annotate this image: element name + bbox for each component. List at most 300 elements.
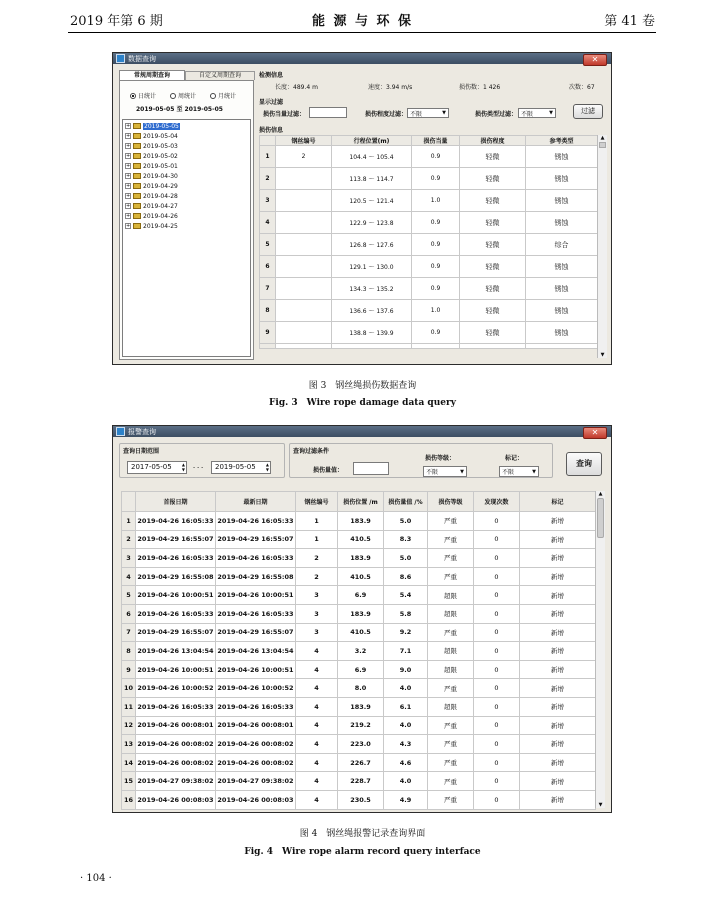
row-index: 4 (122, 567, 136, 586)
column-header[interactable]: 首报日期 (136, 492, 216, 512)
table-cell: 2019-04-26 00:08:03 (136, 790, 216, 809)
table-cell: 2019-04-26 10:00:52 (216, 679, 296, 698)
expand-icon[interactable]: + (126, 183, 131, 189)
table-cell: 超限 (428, 697, 474, 716)
scroll-down-icon[interactable]: ▼ (600, 352, 605, 358)
table-cell: 183.9 (338, 697, 384, 716)
table-row[interactable] (260, 278, 598, 300)
table-cell (276, 168, 332, 190)
radio-monthly-label: 月统计 (218, 93, 237, 100)
tree-node[interactable] (125, 201, 250, 211)
table-row[interactable] (122, 790, 596, 809)
radio-weekly[interactable] (170, 91, 196, 100)
table-cell: 2019-04-29 16:55:08 (136, 567, 216, 586)
row-index: 16 (122, 790, 136, 809)
table-cell: 8.3 (384, 530, 428, 549)
row-index-header (260, 136, 276, 146)
table-cell: 183.9 (338, 549, 384, 568)
table-cell: 410.5 (338, 623, 384, 642)
table-cell: 轻微 (460, 190, 526, 212)
table-cell: 2019-04-26 00:08:02 (216, 735, 296, 754)
table-cell: 4.0 (384, 772, 428, 791)
table-row[interactable] (260, 322, 598, 344)
table-cell: 120.5 ～ 121.4 (332, 190, 412, 212)
table-row[interactable] (122, 660, 596, 679)
folder-icon (133, 123, 141, 129)
figure-4-caption-en: Fig. 4 Wire rope alarm record query interface (244, 847, 481, 857)
table-cell: 6.9 (338, 660, 384, 679)
tree-node[interactable] (125, 121, 250, 131)
table-cell: 129.1 ～ 130.0 (332, 256, 412, 278)
table-cell: 104.4 ～ 105.4 (332, 146, 412, 168)
folder-icon (133, 183, 141, 189)
table-cell: 2019-04-26 16:05:33 (216, 697, 296, 716)
expand-icon[interactable]: + (126, 213, 131, 219)
damage-table (259, 135, 598, 349)
expand-icon[interactable]: + (126, 173, 131, 179)
table-cell: 410.5 (338, 567, 384, 586)
table-row[interactable] (260, 168, 598, 190)
table-cell: 223.0 (338, 735, 384, 754)
column-header[interactable]: 标记 (520, 492, 596, 512)
table-cell: 新增 (520, 549, 596, 568)
table-cell: 2019-04-26 00:08:02 (216, 753, 296, 772)
column-header[interactable]: 钢丝编号 (276, 136, 332, 146)
table-cell: 3 (296, 604, 338, 623)
expand-icon[interactable]: + (126, 163, 131, 169)
table-cell: 2019-04-26 16:05:33 (136, 697, 216, 716)
filter-button[interactable]: 过滤 (573, 104, 603, 119)
table-cell: 2 (296, 567, 338, 586)
column-header[interactable]: 损伤位置 /m (338, 492, 384, 512)
table-row[interactable] (122, 679, 596, 698)
window-titlebar (113, 53, 611, 64)
damage-level-select[interactable] (423, 466, 467, 477)
figure-3-caption-en: Fig. 3 Wire rope damage data query (269, 398, 456, 408)
table-cell: 轻微 (460, 256, 526, 278)
table-cell: 2 (296, 549, 338, 568)
table-cell: 4.0 (384, 716, 428, 735)
table-cell: 综合 (526, 234, 598, 256)
table-cell: 新增 (520, 586, 596, 605)
folder-icon (133, 173, 141, 179)
table-cell: 4 (296, 679, 338, 698)
table-cell: 228.7 (338, 772, 384, 791)
alarm-scroll-up-icon[interactable]: ▲ (598, 491, 603, 497)
tree-node-label: 2019-04-25 (143, 222, 178, 230)
table-cell: 134.3 ～ 135.2 (332, 278, 412, 300)
damage-value-input[interactable] (353, 462, 389, 475)
table-cell: 0 (474, 772, 520, 791)
table-cell: 4 (296, 735, 338, 754)
date-tree[interactable] (122, 119, 251, 357)
tab-regular-query[interactable]: 常规周期查询 (119, 70, 185, 80)
table-cell: 0 (474, 586, 520, 605)
table-cell: 0.9 (412, 234, 460, 256)
row-index: 13 (122, 735, 136, 754)
table-cell: 新增 (520, 530, 596, 549)
table-cell: 0 (474, 716, 520, 735)
row-index-header (122, 492, 136, 512)
table-cell (276, 256, 332, 278)
tree-node[interactable] (125, 151, 250, 161)
tree-node[interactable] (125, 141, 250, 151)
alarm-table-scrollbar[interactable] (595, 491, 605, 808)
alarm-window-title: 报警查询 (128, 427, 156, 436)
table-cell (276, 234, 332, 256)
table-cell: 5.8 (384, 604, 428, 623)
table-cell: 0.9 (412, 322, 460, 344)
date-to-spinner-icon[interactable]: ▲ ▼ (265, 462, 269, 472)
expand-icon[interactable]: + (126, 133, 131, 139)
table-cell: 183.9 (338, 512, 384, 531)
table-row[interactable] (260, 190, 598, 212)
table-cell: 4 (296, 697, 338, 716)
date-from-input[interactable] (127, 461, 187, 474)
alarm-window-titlebar (113, 426, 611, 437)
table-cell: 410.5 (338, 530, 384, 549)
date-to-input[interactable] (211, 461, 271, 474)
table-cell: 136.6 ～ 137.6 (332, 300, 412, 322)
table-cell: 2019-04-29 16:55:07 (136, 623, 216, 642)
table-row[interactable] (122, 623, 596, 642)
table-cell: 严重 (428, 530, 474, 549)
table-row[interactable] (122, 586, 596, 605)
table-cell: 0 (474, 604, 520, 623)
tree-node[interactable] (125, 221, 250, 231)
table-cell: 0 (474, 753, 520, 772)
row-index: 9 (260, 322, 276, 344)
column-header[interactable]: 钢丝编号 (296, 492, 338, 512)
table-cell: 0 (474, 642, 520, 661)
filter-label: 显示过滤 (259, 99, 284, 106)
row-index: 5 (122, 586, 136, 605)
table-cell: 锈蚀 (526, 168, 598, 190)
radio-monthly-dot[interactable] (210, 93, 216, 99)
table-row[interactable] (122, 772, 596, 791)
query-button[interactable]: 查询 (566, 452, 602, 476)
filter-conditions-label: 查询过滤条件 (293, 448, 330, 455)
table-cell: 严重 (428, 549, 474, 568)
row-index: 1 (122, 512, 136, 531)
column-header[interactable]: 损伤程度 (460, 136, 526, 146)
table-cell: 新增 (520, 604, 596, 623)
figure-4-caption-zh: 图 4 钢丝绳报警记录查询界面 (299, 829, 426, 839)
table-cell: 2019-04-26 10:00:51 (216, 660, 296, 679)
date-separator: - - - (193, 464, 204, 471)
table-cell: 新增 (520, 735, 596, 754)
table-cell: 锈蚀 (526, 278, 598, 300)
tree-node-label: 2019-05-04 (143, 132, 178, 140)
scroll-thumb[interactable] (599, 142, 606, 148)
table-cell: 2019-04-26 16:05:33 (216, 512, 296, 531)
row-index: 4 (260, 212, 276, 234)
table-cell: 122.9 ～ 123.8 (332, 212, 412, 234)
table-cell: 1 (296, 530, 338, 549)
radio-weekly-dot[interactable] (170, 93, 176, 99)
folder-icon (133, 163, 141, 169)
type-filter-label: 损伤类型过滤： (475, 111, 518, 118)
table-cell: 8.0 (338, 679, 384, 698)
table-cell: 轻微 (460, 234, 526, 256)
table-row[interactable] (122, 642, 596, 661)
radio-daily[interactable] (130, 91, 156, 100)
table-cell: 2019-04-26 00:08:01 (136, 716, 216, 735)
scroll-up-icon[interactable]: ▲ (600, 135, 605, 141)
table-cell: 2019-04-26 10:00:51 (216, 586, 296, 605)
equiv-filter-input[interactable] (309, 107, 347, 118)
table-cell: 0.9 (412, 212, 460, 234)
row-index: 6 (122, 604, 136, 623)
table-cell: 2019-04-26 00:08:02 (136, 735, 216, 754)
radio-daily-dot[interactable] (130, 93, 136, 99)
table-cell: 226.7 (338, 753, 384, 772)
table-cell: 严重 (428, 679, 474, 698)
table-row[interactable] (260, 256, 598, 278)
mark-label: 标记： (505, 455, 524, 462)
tree-node[interactable] (125, 181, 250, 191)
alarm-scroll-down-icon[interactable]: ▼ (598, 802, 603, 808)
type-filter-select[interactable] (518, 108, 556, 118)
degree-filter-select[interactable] (407, 108, 449, 118)
table-cell: 2019-04-26 10:00:52 (136, 679, 216, 698)
row-index: 3 (260, 190, 276, 212)
tab-custom-query[interactable]: 自定义周期查询 (185, 71, 255, 80)
alarm-close-button[interactable]: ✕ (583, 427, 607, 439)
table-cell: 锈蚀 (526, 190, 598, 212)
table-cell: 新增 (520, 790, 596, 809)
table-cell: 2019-04-26 10:00:51 (136, 660, 216, 679)
rope-length: 长度：489.4 m (275, 84, 318, 91)
damage-info-label: 损伤信息 (259, 127, 284, 134)
table-cell (276, 190, 332, 212)
row-index: 9 (122, 660, 136, 679)
mark-select[interactable] (499, 466, 539, 477)
journal-volume: 第 41 卷 (604, 14, 655, 29)
column-header[interactable]: 损伤等级 (428, 492, 474, 512)
detect-info-label: 检测信息 (259, 72, 284, 79)
column-header[interactable]: 发现次数 (474, 492, 520, 512)
table-cell: 严重 (428, 567, 474, 586)
table-row[interactable] (260, 146, 598, 168)
column-header[interactable]: 损伤量值 /% (384, 492, 428, 512)
page-number: · 104 · (80, 873, 112, 884)
table-cell: 2019-04-26 16:05:33 (216, 549, 296, 568)
table-cell: 2019-04-26 16:05:33 (136, 604, 216, 623)
table-cell: 严重 (428, 512, 474, 531)
journal-title: 能 源 与 环 保 (311, 14, 414, 29)
table-cell: 新增 (520, 642, 596, 661)
table-cell: 轻微 (460, 322, 526, 344)
column-header[interactable]: 最新日期 (216, 492, 296, 512)
table-cell: 0 (474, 679, 520, 698)
row-index: 3 (122, 549, 136, 568)
folder-icon (133, 203, 141, 209)
table-cell: 严重 (428, 790, 474, 809)
table-cell: 9.0 (384, 660, 428, 679)
table-row[interactable] (122, 697, 596, 716)
close-button[interactable]: ✕ (583, 54, 607, 66)
tree-node-label: 2019-05-05 (144, 122, 179, 130)
expand-icon[interactable]: + (126, 223, 131, 229)
table-cell: 2019-04-26 00:08:03 (216, 790, 296, 809)
table-cell: 2019-04-26 16:05:33 (136, 512, 216, 531)
tree-node[interactable] (125, 171, 250, 181)
degree-filter-value: 不限 (410, 110, 423, 118)
table-row[interactable] (122, 716, 596, 735)
table-cell: 2019-04-29 16:55:08 (216, 567, 296, 586)
table-cell: 4.0 (384, 679, 428, 698)
damage-table-scrollbar[interactable] (597, 135, 607, 358)
degree-filter-label: 损伤程度过滤： (365, 111, 408, 118)
row-index: 11 (122, 697, 136, 716)
date-range-text: 2019-05-05 至 2019-05-05 (136, 106, 223, 113)
table-cell: 新增 (520, 716, 596, 735)
table-row[interactable] (122, 549, 596, 568)
folder-icon (133, 213, 141, 219)
table-cell: 严重 (428, 735, 474, 754)
damage-value-label: 损伤量值： (313, 467, 344, 474)
table-cell: 轻微 (460, 212, 526, 234)
table-cell (276, 212, 332, 234)
table-cell: 4.6 (384, 753, 428, 772)
folder-icon (133, 193, 141, 199)
tree-node-label: 2019-04-28 (143, 192, 178, 200)
table-cell: 7.1 (384, 642, 428, 661)
table-cell: 1 (296, 512, 338, 531)
damage-count: 损伤数：1 426 (459, 84, 501, 91)
tree-node-label: 2019-04-27 (143, 202, 178, 210)
table-cell: 5.0 (384, 512, 428, 531)
table-cell: 0 (474, 549, 520, 568)
date-range-label: 查询日期范围 (123, 448, 160, 455)
table-cell (260, 344, 276, 349)
data-query-window (112, 52, 612, 365)
table-row[interactable] (122, 567, 596, 586)
table-cell: 2019-04-29 16:55:07 (136, 530, 216, 549)
table-cell: 0.9 (412, 168, 460, 190)
table-cell: 6.9 (338, 586, 384, 605)
expand-icon[interactable]: + (126, 153, 131, 159)
column-header[interactable]: 损伤当量 (412, 136, 460, 146)
table-cell: 严重 (428, 772, 474, 791)
table-cell: 0 (474, 735, 520, 754)
tree-node-label: 2019-05-03 (143, 142, 178, 150)
tree-node[interactable] (125, 191, 250, 201)
expand-icon[interactable]: + (126, 123, 131, 129)
damage-level-value: 不限 (426, 469, 439, 476)
tree-node-label: 2019-04-29 (143, 182, 178, 190)
expand-icon[interactable]: + (126, 143, 131, 149)
table-cell (332, 344, 412, 349)
table-cell: 0 (474, 697, 520, 716)
radio-daily-label: 日统计 (138, 93, 157, 100)
table-cell: 0 (474, 660, 520, 679)
column-header[interactable]: 行程位置(m) (332, 136, 412, 146)
table-row[interactable] (122, 753, 596, 772)
table-cell: 183.9 (338, 604, 384, 623)
row-index: 7 (122, 623, 136, 642)
query-panel (119, 80, 254, 360)
table-cell: 新增 (520, 567, 596, 586)
folder-icon (133, 133, 141, 139)
table-cell: 6.1 (384, 697, 428, 716)
journal-issue: 2019 年第 6 期 (70, 14, 163, 29)
table-cell: 0 (474, 512, 520, 531)
table-row[interactable] (122, 512, 596, 531)
table-cell: 2019-04-26 16:05:33 (216, 604, 296, 623)
table-cell: 4 (296, 660, 338, 679)
table-row[interactable] (122, 530, 596, 549)
table-cell: 2019-04-27 09:38:02 (216, 772, 296, 791)
table-cell: 0 (474, 790, 520, 809)
table-cell: 126.8 ～ 127.6 (332, 234, 412, 256)
table-cell: 新增 (520, 660, 596, 679)
tree-node[interactable] (125, 211, 250, 221)
table-cell (276, 344, 332, 349)
table-cell: 新增 (520, 623, 596, 642)
tree-node[interactable] (125, 161, 250, 171)
table-cell: 1.0 (412, 300, 460, 322)
table-row[interactable] (260, 212, 598, 234)
rope-speed: 速度：3.94 m/s (368, 84, 413, 91)
row-index: 14 (122, 753, 136, 772)
row-index: 12 (122, 716, 136, 735)
expand-icon[interactable]: + (126, 193, 131, 199)
row-index: 1 (260, 146, 276, 168)
folder-icon (133, 153, 141, 159)
table-cell: 3.2 (338, 642, 384, 661)
table-cell: 2019-04-26 13:04:54 (216, 642, 296, 661)
table-cell: 219.2 (338, 716, 384, 735)
table-cell: 轻微 (460, 278, 526, 300)
table-cell: 0 (474, 623, 520, 642)
date-from-value: 2017-05-05 (131, 463, 172, 471)
expand-icon[interactable]: + (126, 203, 131, 209)
table-cell: 4 (296, 790, 338, 809)
table-row[interactable] (260, 234, 598, 256)
table-cell (276, 300, 332, 322)
table-row[interactable] (122, 604, 596, 623)
table-cell: 0.9 (412, 278, 460, 300)
column-header[interactable]: 参考类型 (526, 136, 598, 146)
tree-node[interactable] (125, 131, 250, 141)
alarm-app-icon (116, 427, 125, 436)
table-cell: 0.9 (412, 146, 460, 168)
table-cell: 超限 (428, 604, 474, 623)
table-cell: 新增 (520, 697, 596, 716)
date-from-spinner-icon[interactable]: ▲ ▼ (181, 462, 185, 472)
table-cell: 4.9 (384, 790, 428, 809)
table-cell: 5.4 (384, 586, 428, 605)
row-index: 8 (122, 642, 136, 661)
row-index: 5 (260, 234, 276, 256)
table-row[interactable] (260, 300, 598, 322)
radio-weekly-label: 周统计 (178, 93, 197, 100)
table-cell: 新增 (520, 679, 596, 698)
partial-row (260, 344, 598, 349)
radio-monthly[interactable] (210, 91, 236, 100)
table-cell: 2 (276, 146, 332, 168)
row-index: 2 (122, 530, 136, 549)
table-cell: 9.2 (384, 623, 428, 642)
table-cell: 轻微 (460, 300, 526, 322)
table-cell: 2019-04-26 10:00:51 (136, 586, 216, 605)
alarm-scroll-thumb[interactable] (597, 498, 604, 538)
tree-node-label: 2019-05-02 (143, 152, 178, 160)
table-row[interactable] (122, 735, 596, 754)
equiv-filter-label: 损伤当量过滤： (263, 111, 306, 118)
